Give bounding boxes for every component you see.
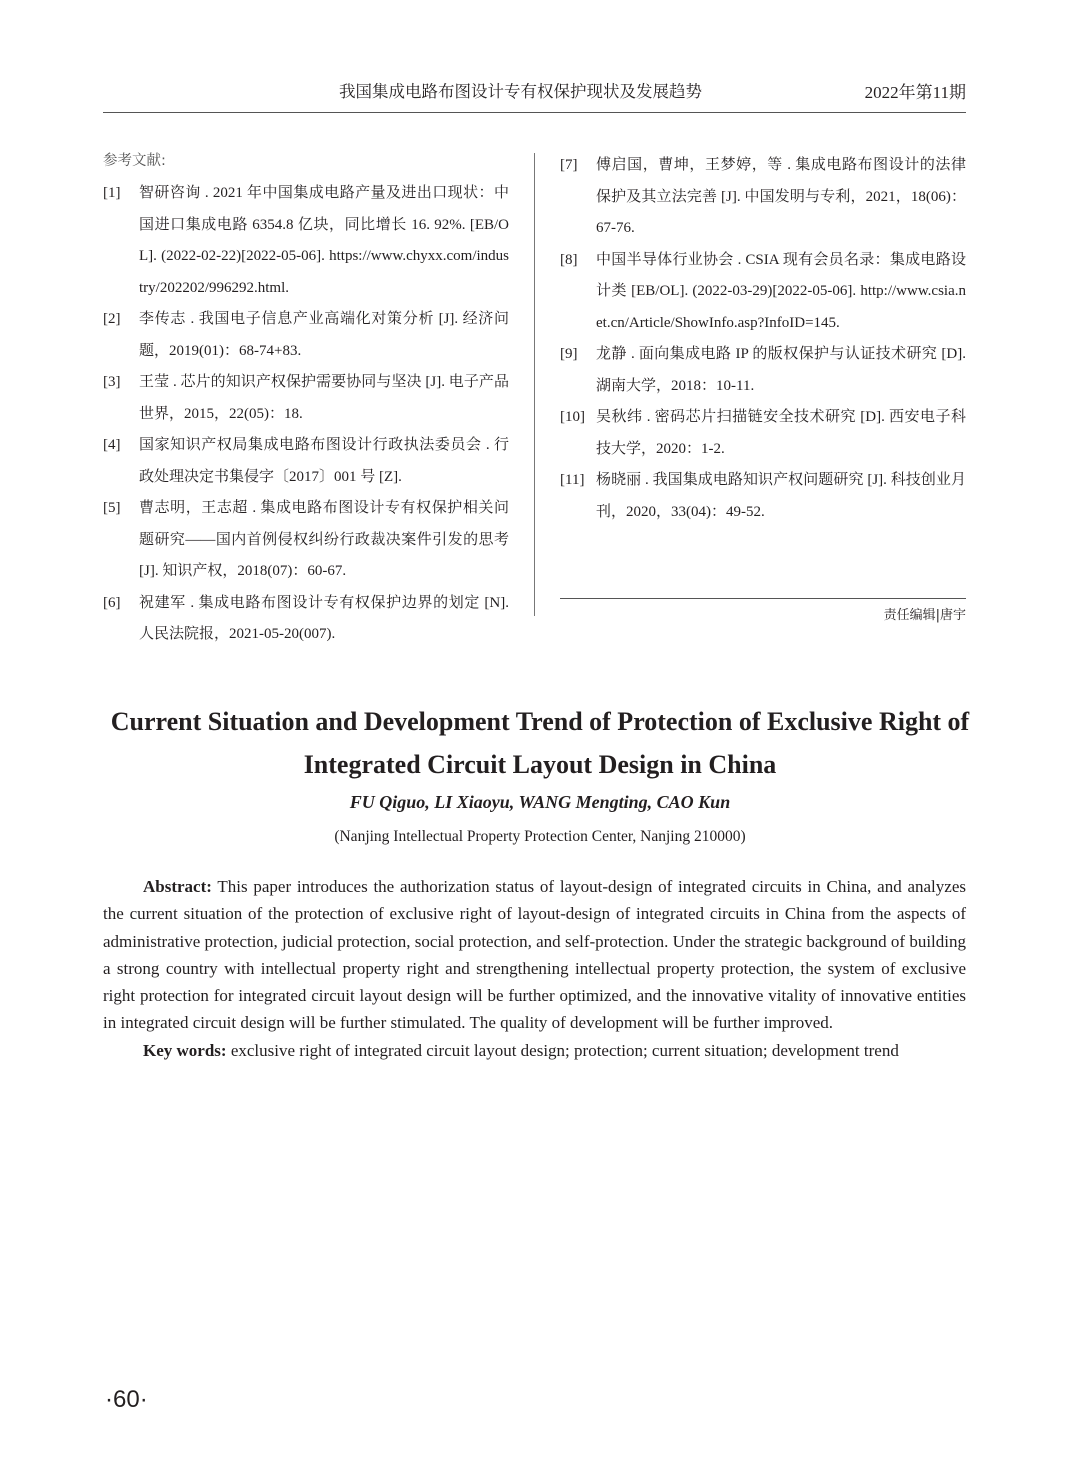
page-number: ·60· — [105, 1386, 148, 1413]
reference-number: [3] — [103, 374, 121, 390]
references-left-column — [103, 150, 509, 651]
reference-text: 龙静 . 面向集成电路 IP 的版权保护与认证技术研究 [D]. 湖南大学，2018：10-11. — [596, 346, 966, 394]
keywords-label: Key words: — [143, 1040, 227, 1060]
reference-number: [11] — [560, 472, 585, 488]
reference-item — [103, 304, 509, 367]
english-affiliation: (Nanjing Intellectual Property Protection Center, Nanjing 210000) — [334, 828, 746, 845]
reference-item — [103, 178, 509, 304]
references-right-column — [560, 150, 966, 528]
reference-text: 王莹 . 芯片的知识产权保护需要协同与坚决 [J]. 电子产品世界，2015，22(05)：18. — [139, 374, 509, 422]
reference-number: [9] — [560, 346, 578, 362]
issue-label: 2022年第11期 — [864, 83, 966, 102]
reference-text: 中国半导体行业协会 . CSIA 现有会员名录：集成电路设计类 [EB/OL]. (2022-03-29)[2022-05-06]. http://www.csia.net.cn/Article/ShowInfo.asp?InfoID=145. — [596, 251, 966, 331]
reference-number: [5] — [103, 500, 121, 516]
reference-item — [103, 367, 509, 430]
reference-item — [103, 430, 509, 493]
keywords-paragraph — [103, 1037, 966, 1064]
reference-text: 吴秋纬 . 密码芯片扫描链安全技术研究 [D]. 西安电子科技大学，2020：1-2. — [596, 409, 966, 457]
reference-text: 曹志明，王志超 . 集成电路布图设计专有权保护相关问题研究——国内首例侵权纠纷行政裁决案件引发的思考 [J]. 知识产权，2018(07)：60-67. — [139, 500, 509, 579]
reference-number: [1] — [103, 185, 121, 201]
reference-item — [103, 493, 509, 588]
reference-item — [560, 402, 966, 465]
reference-item — [560, 245, 966, 340]
reference-text: 李传志 . 我国电子信息产业高端化对策分析 [J]. 经济问题，2019(01)：68-74+83. — [139, 311, 509, 359]
reference-number: [10] — [560, 409, 585, 425]
abstract-paragraph — [103, 873, 966, 1037]
responsible-editor: 责任编辑|唐宇 — [883, 608, 966, 623]
english-title: Current Situation and Development Trend of Protection of Exclusive Right of Integrated Circuit Layout Design in China — [110, 707, 970, 779]
references-heading: 参考文献: — [103, 153, 166, 169]
reference-number: [4] — [103, 437, 121, 453]
editor-divider — [560, 598, 966, 599]
running-header — [103, 72, 966, 113]
reference-number: [2] — [103, 311, 121, 327]
reference-item — [560, 339, 966, 402]
column-divider — [534, 153, 535, 616]
reference-text: 杨晓丽 . 我国集成电路知识产权问题研究 [J]. 科技创业月刊，2020，33(04)：49-52. — [596, 472, 966, 520]
abstract-text: This paper introduces the authorization status of layout-design of integrated circuits in China, and analyzes the current situation of the protection of exclusive right of layout-design of integrated circuits in China from the aspects of administrative protection, judicial protection, social protection, and self-protection. Under the strategic background of building a strong country with intellectual property right and strengthening intellectual property protection, the system of exclusive right protection for integrated circuit layout design will be further optimized, and the innovative vitality of innovative entities in integrated circuit design will be further stimulated. The quality of development will be further improved. — [103, 877, 966, 1033]
abstract-label: Abstract: — [143, 877, 212, 896]
reference-number: [6] — [103, 594, 121, 611]
reference-item — [560, 150, 966, 245]
english-authors: FU Qiguo, LI Xiaoyu, WANG Mengting, CAO Kun — [349, 792, 731, 812]
reference-item — [560, 465, 966, 528]
reference-text: 傅启国，曹坤，王梦婷，等 . 集成电路布图设计的法律保护及其立法完善 [J]. 中国发明与专利，2021，18(06)：67-76. — [596, 157, 966, 236]
english-abstract — [103, 873, 966, 1064]
reference-number: [8] — [560, 251, 578, 268]
reference-item — [103, 588, 509, 651]
reference-text: 智研咨询 . 2021 年中国集成电路产量及进出口现状：中国进口集成电路 6354.8 亿块，同比增长 16. 92%. [EB/OL]. (2022-02-22)[2022-05-06]. https://www.chyxx.com/industry/202202/996292.html. — [139, 185, 509, 296]
keywords-text: exclusive right of integrated circuit layout design; protection; current situation; development trend — [230, 1040, 899, 1060]
reference-text: 祝建军 . 集成电路布图设计专有权保护边界的划定 [N]. 人民法院报，2021-05-20(007). — [139, 594, 509, 642]
header-title: 我国集成电路布图设计专有权保护现状及发展趋势 — [339, 82, 702, 101]
reference-text: 国家知识产权局集成电路布图设计行政执法委员会 . 行政处理决定书集侵字〔2017〕001 号 [Z]. — [139, 437, 509, 485]
reference-number: [7] — [560, 157, 578, 173]
